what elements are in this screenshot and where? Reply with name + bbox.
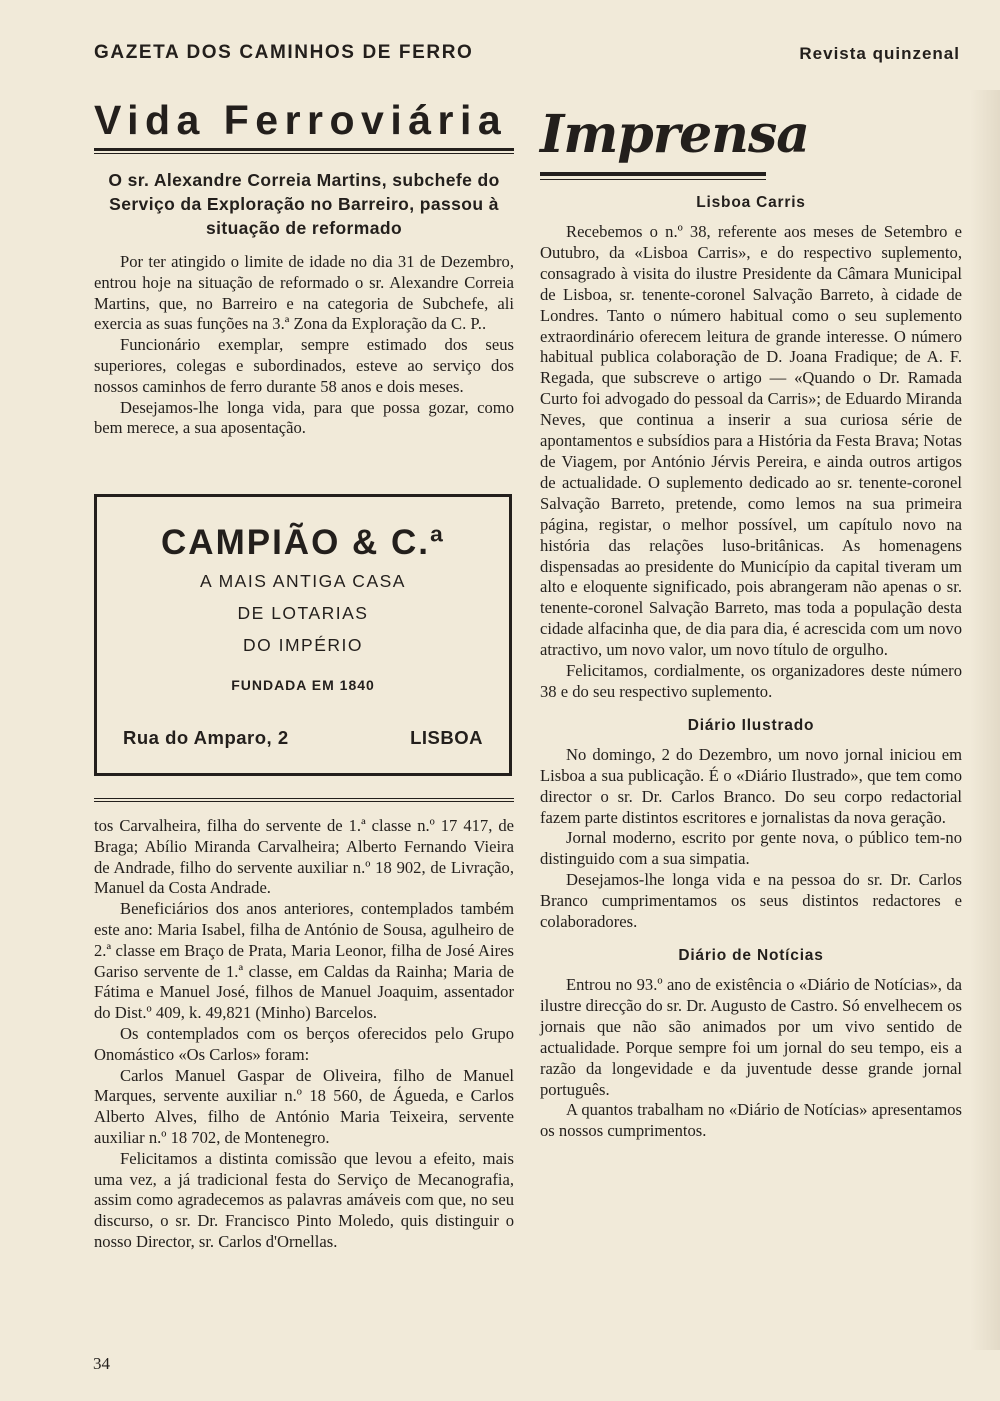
paragraph: No domingo, 2 do Dezembro, um novo jornal iniciou em Lisboa a sua publicação. É o «Diário Ilustrado», que tem como director o sr. Dr. Carlos Branco. Do seu corpo redactorial fazem parte distintos escritores e jornalistas da nova geração. bbox=[540, 744, 962, 827]
masthead-title: GAZETA DOS CAMINHOS DE FERRO bbox=[94, 42, 474, 63]
ad-company-name: CAMPIÃO & C.ª bbox=[161, 523, 445, 562]
page-edge-shadow bbox=[970, 90, 1000, 1350]
ad-address: Rua do Amparo, 2 bbox=[123, 727, 289, 748]
ad-tagline-2: DE LOTARIAS bbox=[237, 603, 369, 623]
paragraph: Desejamos-lhe longa vida, para que possa gozar, como bem merece, a sua aposentação. bbox=[94, 397, 514, 438]
paragraph: Entrou no 93.º ano de existência o «Diário de Notícias», da ilustre direcção do sr. Dr. Augusto de Castro. Só envelhecem os jornais que não são animados por um vivo sentido de actualidade. Porque sempre foi um jornal do seu tempo, eis a razão da longevidade e da juventude desse grande jornal português. bbox=[540, 975, 962, 1099]
section-title-imprensa: Imprensa bbox=[540, 104, 809, 165]
ad-tagline-1: A MAIS ANTIGA CASA bbox=[200, 571, 406, 591]
subheading-diario-ilustrado: Diário Ilustrado bbox=[687, 716, 815, 734]
section-title-vida-ferroviaria: Vida Ferroviária bbox=[94, 97, 508, 143]
divider-rule bbox=[94, 798, 514, 802]
paragraph: A quantos trabalham no «Diário de Notícias» apresentamos os nossos cumprimentos. bbox=[540, 1100, 962, 1141]
paragraph: Recebemos o n.º 38, referente aos meses de Setembro e Outubro, da «Lisboa Carris», e do respectivo suplemento, consagrado à visita do ilustre Presidente da Câmara Municipal de Lisboa, sr. tenente-coronel Salvação Barreto, à cidade de Londres. Tanto o número habitual como o seu suplemento extraordinário oferecem leitura de grande interesse. O número habitual publica colaboração de D. Joana Fradique; de A. F. Regada, que subscreve o artigo — «Quando o Dr. Ramada Curto foi advogado do pessoal da Carris»; de Eduardo Miranda Neves, que continua a inserir a sua curiosa série de apontamentos e subsídios para a História da Festa Brava; Notas de Viagem, por António Jérvis Pereira, e ainda outros artigos de actualidade. O suplemento dedicado ao sr. tenente-coronel Salvação Barreto, pretende, como lemos na sua primeira página, registar, o melhor possível, um capítulo novo na história das relações luso-britânicas. As homenagens dispensadas ao presidente do Município da capital tiveram um alto e eloquente significado, pois abrangeram não apenas o sr. tenente-coronel Salvação Barreto, mas toda a população desta cidade alfacinha que, de dia para dia, é acrescida com um novo atractivo, um novo valor, um novo título de orgulho. bbox=[540, 222, 962, 660]
ad-city: LISBOA bbox=[410, 727, 483, 748]
continuation-body bbox=[94, 816, 514, 1253]
diario-de-noticias-body bbox=[540, 975, 962, 1142]
paragraph: Felicitamos, cordialmente, os organizadores deste número 38 e do seu respectivo suplemento. bbox=[540, 661, 962, 701]
paragraph: Felicitamos a distinta comissão que levou a efeito, mais uma vez, a já tradicional festa do Serviço de Mecanografia, assim como agradecemos as palavras amáveis com que, no seu discurso, o sr. Dr. Francisco Pinto Moledo, quis distinguir o nosso Director, sr. Carlos d'Ornellas. bbox=[94, 1148, 514, 1251]
lisboa-carris-body bbox=[540, 222, 962, 703]
diario-ilustrado-body bbox=[540, 745, 962, 933]
ad-tagline-3: DO IMPÉRIO bbox=[242, 635, 363, 655]
subheading-diario-de-noticias: Diário de Notícias bbox=[678, 947, 824, 964]
article-title: O sr. Alexandre Correia Martins, subchefe do Serviço da Exploração no Barreiro, passou à situação de reformado bbox=[108, 170, 500, 238]
paragraph: Os contemplados com os berços oferecidos pelo Grupo Onomástico «Os Carlos» foram: bbox=[94, 1023, 514, 1064]
page-number: 34 bbox=[93, 1354, 110, 1373]
section-rule bbox=[540, 172, 766, 180]
paragraph: Por ter atingido o limite de idade no dia 31 de Dezembro, entrou hoje na situação de reformado o sr. Alexandre Correia Martins, que, no Barreiro e na categoria de Subchefe, ali exercia as suas funções na 3.ª Zona da Exploração da C. P.. bbox=[94, 252, 514, 334]
subheading-lisboa-carris: Lisboa Carris bbox=[696, 194, 806, 211]
masthead-subtitle: Revista quinzenal bbox=[799, 44, 960, 63]
paragraph: Funcionário exemplar, sempre estimado dos seus superiores, colegas e subordinados, esteve ao serviço dos nossos caminhos de ferro durante 58 anos e dois meses. bbox=[94, 335, 514, 396]
paragraph: tos Carvalheira, filha do servente de 1.ª classe n.º 17 417, de Braga; Abílio Miranda Carvalheira; Alberto Fernando Vieira de Andrade, filho do servente auxiliar n.º 18 902, de Livração, Manuel da Costa Andrade. bbox=[94, 816, 514, 898]
paragraph: Desejamos-lhe longa vida e na pessoa do sr. Dr. Carlos Branco cumprimentamos os seus distintos redactores e colaboradores. bbox=[540, 870, 962, 932]
vida-ferroviaria-column bbox=[94, 96, 514, 439]
section-rule bbox=[94, 148, 514, 154]
paragraph: Jornal moderno, escrito por gente nova, o público tem-no distinguido com a sua simpatia. bbox=[540, 828, 962, 869]
paragraph: Carlos Manuel Gaspar de Oliveira, filho de Manuel Marques, servente auxiliar n.º 18 560, de Águeda, e Carlos Alberto Alves, filho de António Maria Teixeira, servente auxiliar n.º 18 702, de Montenegro. bbox=[94, 1065, 514, 1147]
article-body bbox=[94, 252, 514, 439]
imprensa-column bbox=[540, 104, 962, 1142]
ad-founded: FUNDADA EM 1840 bbox=[231, 677, 375, 693]
continuation-column bbox=[94, 798, 514, 1253]
paragraph: Beneficiários dos anos anteriores, contemplados também este ano: Maria Isabel, filha de António de Sousa, agulheiro de 2.ª classe em Braço de Prata, Maria Leonor, filha de José Aires Gariso servente de 1.ª classe, em Caldas da Rainha; Maria de Fátima e Manuel José, filhos de Manuel Joaquim, assentador do Dist.º 409, k. 49,821 (Minho) Barcelos. bbox=[94, 899, 514, 1023]
advertisement-box bbox=[94, 494, 512, 776]
